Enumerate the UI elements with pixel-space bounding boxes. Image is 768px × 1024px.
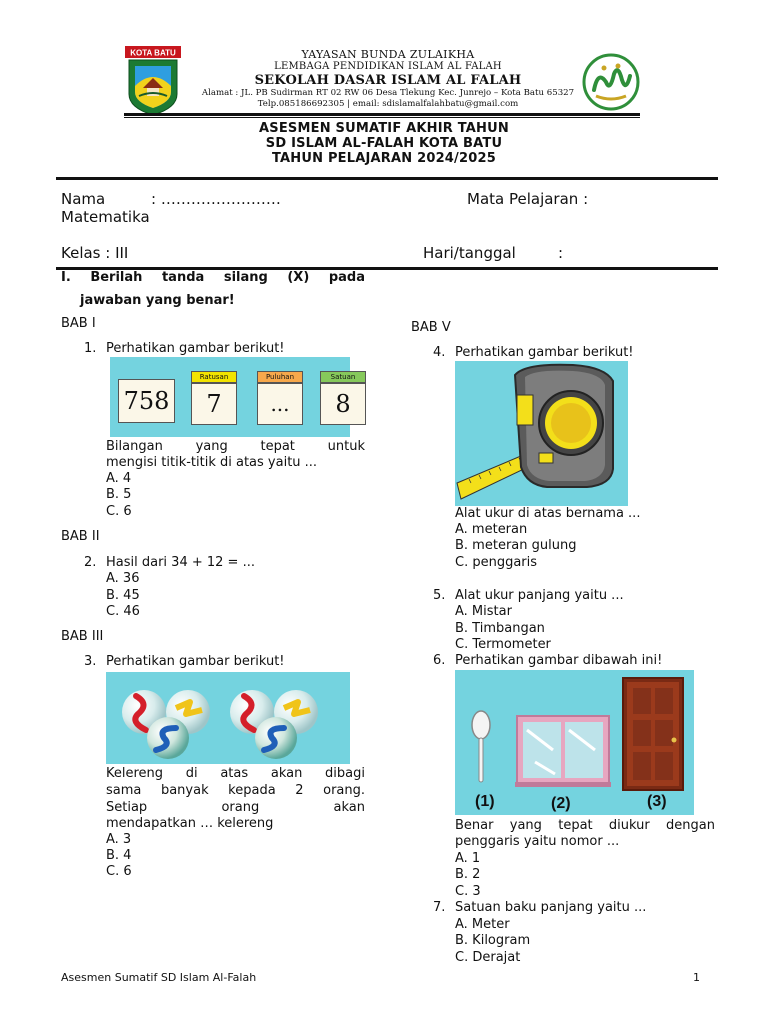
q1-label-puluhan: Puluhan — [257, 371, 303, 383]
q3-option-a[interactable]: A. 3 — [106, 832, 132, 847]
q1-option-c[interactable]: C. 6 — [106, 504, 132, 519]
q3-marbles-image — [106, 672, 350, 764]
q3-stem-line1: Kelereng di atas akan dibagi — [106, 766, 365, 781]
al-falah-logo — [582, 52, 640, 112]
q7-option-b[interactable]: B. Kilogram — [455, 933, 531, 948]
footer-text: Asesmen Sumatif SD Islam Al-Falah — [61, 971, 257, 984]
logo-left-text: KOTA BATU — [130, 48, 176, 58]
q3-stem-line2: sama banyak kepada 2 orang. — [106, 783, 365, 798]
exam-school: SD ISLAM AL-FALAH KOTA BATU — [265, 136, 503, 151]
q1-text: Perhatikan gambar berikut! — [106, 341, 285, 356]
q1-number-box: 758 — [118, 379, 175, 423]
bab3-heading: BAB III — [61, 629, 104, 644]
q7-option-c[interactable]: C. Derajat — [455, 950, 521, 965]
spoon-icon — [472, 711, 490, 782]
yayasan-name: YAYASAN BUNDA ZULAIKHA — [301, 48, 475, 61]
bab1-heading: BAB I — [61, 316, 96, 331]
q6-option-b[interactable]: B. 2 — [455, 867, 481, 882]
q5-option-a[interactable]: A. Mistar — [455, 604, 512, 619]
instruction-line2: jawaban yang benar! — [80, 293, 235, 308]
page-number: 1 — [693, 971, 700, 984]
divider-top — [56, 177, 718, 180]
nama-field[interactable]: : …………………… — [151, 190, 281, 208]
instruction-line1: I. Berilah tanda silang (X) pada — [61, 270, 365, 285]
letterhead-rule-thick — [124, 113, 640, 116]
q6-objects-image — [455, 670, 694, 815]
q7-option-a[interactable]: A. Meter — [455, 917, 510, 932]
letterhead-rule-thin — [124, 117, 640, 118]
q7-text: Satuan baku panjang yaitu ... — [455, 900, 647, 915]
q6-number: 6. — [433, 653, 446, 668]
school-contact: Telp.085186692305 | email: sdislamalfalahbatu@gmail.com — [257, 99, 519, 109]
bab2-heading: BAB II — [61, 529, 100, 544]
q5-option-b[interactable]: B. Timbangan — [455, 621, 545, 636]
exam-year: TAHUN PELAJARAN 2024/2025 — [271, 151, 496, 166]
q7-number: 7. — [433, 900, 446, 915]
q2-option-c[interactable]: C. 46 — [106, 604, 140, 619]
q4-tape-measure-image — [455, 361, 628, 506]
q2-option-a[interactable]: A. 36 — [106, 571, 140, 586]
q1-value-ratusan: 7 — [191, 383, 237, 425]
hari-label: Hari/tanggal — [423, 244, 516, 262]
q6-option-c[interactable]: C. 3 — [455, 884, 481, 899]
lembaga-name: LEMBAGA PENDIDIKAN ISLAM AL FALAH — [274, 61, 502, 72]
marble-group-1 — [122, 690, 210, 759]
q1-place-value-image — [110, 357, 356, 437]
q3-stem-line4: mendapatkan … kelereng — [106, 816, 274, 831]
mapel-value: Matematika — [61, 208, 150, 226]
q2-number: 2. — [84, 555, 97, 570]
window-icon — [515, 716, 611, 787]
q1-stem-line2: mengisi titik-titik di atas yaitu ... — [106, 455, 318, 470]
school-name: SEKOLAH DASAR ISLAM AL FALAH — [254, 73, 522, 88]
hari-field[interactable]: : — [558, 244, 564, 262]
q4-option-c[interactable]: C. penggaris — [455, 555, 538, 570]
q4-option-a[interactable]: A. meteran — [455, 522, 528, 537]
kelas-label: Kelas : III — [61, 244, 129, 262]
q4-text: Perhatikan gambar berikut! — [455, 345, 634, 360]
exam-title: ASESMEN SUMATIF AKHIR TAHUN — [259, 121, 509, 136]
q6-label-1: (1) — [475, 793, 495, 810]
q3-number: 3. — [84, 654, 97, 669]
q6-option-a[interactable]: A. 1 — [455, 851, 481, 866]
q3-stem-line3: Setiap orang akan — [106, 800, 365, 815]
q3-option-b[interactable]: B. 4 — [106, 848, 132, 863]
mapel-label: Mata Pelajaran : — [467, 190, 589, 208]
q2-option-b[interactable]: B. 45 — [106, 588, 140, 603]
marble-group-2 — [230, 690, 318, 759]
q5-text: Alat ukur panjang yaitu ... — [455, 588, 624, 603]
q4-number: 4. — [433, 345, 446, 360]
q1-label-ratusan: Ratusan — [191, 371, 237, 383]
q2-text: Hasil dari 34 + 12 = ... — [106, 555, 255, 570]
bab5-heading: BAB V — [411, 320, 451, 335]
q1-option-b[interactable]: B. 5 — [106, 487, 132, 502]
q5-option-c[interactable]: C. Termometer — [455, 637, 551, 652]
q5-number: 5. — [433, 588, 446, 603]
q1-value-satuan: 8 — [320, 383, 366, 425]
q3-text: Perhatikan gambar berikut! — [106, 654, 285, 669]
q6-label-2: (2) — [551, 795, 571, 812]
q4-option-b[interactable]: B. meteran gulung — [455, 538, 577, 553]
q6-stem-line1: Benar yang tepat diukur dengan — [455, 818, 715, 833]
q6-text: Perhatikan gambar dibawah ini! — [455, 653, 663, 668]
kota-batu-logo — [125, 46, 181, 116]
door-icon — [623, 678, 683, 790]
q3-option-c[interactable]: C. 6 — [106, 864, 132, 879]
q1-value-puluhan: ... — [257, 383, 303, 425]
q1-number: 1. — [84, 341, 97, 356]
school-address: Alamat : JL. PB Sudirman RT 02 RW 06 Desa Tlekung Kec. Junrejo – Kota Batu 65327 — [201, 88, 575, 98]
nama-label: Nama — [61, 190, 106, 208]
q4-stem: Alat ukur di atas bernama ... — [455, 506, 641, 521]
q1-option-a[interactable]: A. 4 — [106, 471, 132, 486]
q6-stem-line2: penggaris yaitu nomor ... — [455, 834, 620, 849]
q6-label-3: (3) — [647, 793, 667, 810]
q1-label-satuan: Satuan — [320, 371, 366, 383]
q1-stem-line1: Bilangan yang tepat untuk — [106, 439, 365, 454]
